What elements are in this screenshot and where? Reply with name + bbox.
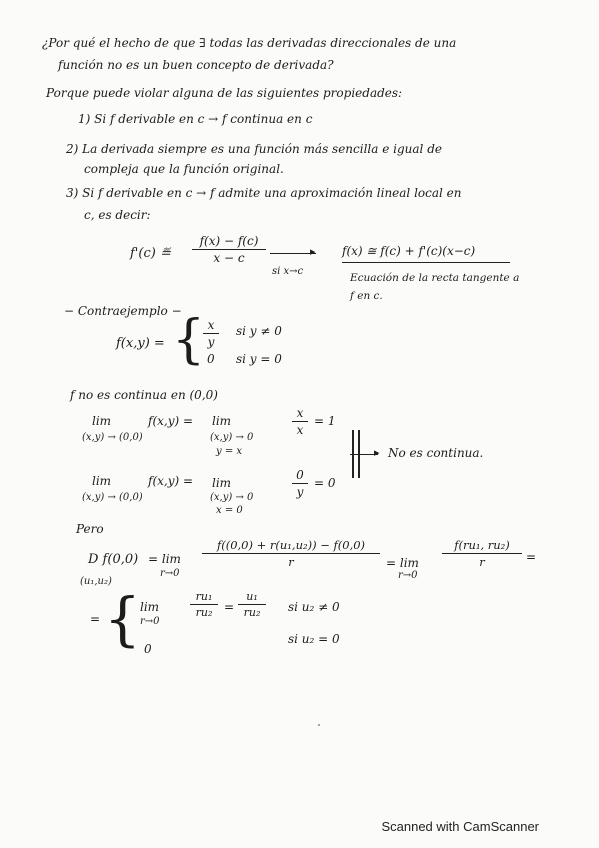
result-fraction-2-denominator: ru₂ bbox=[243, 606, 261, 619]
eq-arrow-head: ▸ bbox=[310, 245, 316, 258]
lim1-sub2b: y = x bbox=[216, 446, 243, 457]
def-brace: { bbox=[172, 310, 206, 370]
pero-label: Pero bbox=[76, 522, 104, 536]
result-eq: = bbox=[90, 612, 101, 626]
dd-lhs-sub: (u₁,u₂) bbox=[80, 576, 112, 587]
porque-line: Porque puede violar alguna de las siguientes propiedades: bbox=[46, 86, 403, 100]
dd-eq: = lim bbox=[148, 552, 181, 566]
result-lim-sub: r→0 bbox=[140, 616, 160, 627]
lim2-result: = 0 bbox=[314, 476, 336, 490]
lim1-result: = 1 bbox=[314, 414, 336, 428]
result-condition-1: si u₂ ≠ 0 bbox=[288, 600, 340, 614]
lim2-word: lim bbox=[92, 474, 112, 488]
def-case1-numerator: x bbox=[203, 318, 219, 334]
stray-mark bbox=[318, 724, 320, 726]
result-case-2: 0 bbox=[144, 642, 152, 656]
result-fraction-1 bbox=[190, 590, 218, 619]
dd-lim2-sub: r→0 bbox=[398, 570, 418, 581]
result-fraction-1-numerator: ru₁ bbox=[190, 590, 218, 605]
eq-lhs: f'(c) ≝ bbox=[130, 246, 171, 261]
dd-lhs: D f(0,0) bbox=[88, 552, 139, 567]
scanner-watermark: Scanned with CamScanner bbox=[381, 819, 539, 834]
dd-eq3: = bbox=[526, 550, 537, 564]
eq-fraction-numerator: f(x) − f(c) bbox=[192, 234, 266, 250]
result-condition-2: si u₂ = 0 bbox=[288, 632, 340, 646]
lim1-denominator: x bbox=[296, 423, 304, 437]
lim1-word2: lim bbox=[212, 414, 232, 428]
dd-fraction-denominator: r bbox=[288, 555, 294, 569]
dd-lim-sub: r→0 bbox=[160, 568, 180, 579]
def-lhs: f(x,y) = bbox=[116, 336, 165, 351]
lim2-denominator: y bbox=[296, 485, 304, 499]
def-case1-denominator: y bbox=[207, 335, 215, 349]
lim2-f: f(x,y) = bbox=[148, 474, 194, 488]
lim1-word: lim bbox=[92, 414, 112, 428]
noncontinuity-title: f no es continua en (0,0) bbox=[70, 388, 218, 402]
lim2-sub: (x,y) → (0,0) bbox=[82, 492, 143, 503]
result-fraction-2-numerator: u₁ bbox=[238, 590, 266, 605]
eq-rhs-underline bbox=[342, 262, 510, 263]
property-2-line-2: compleja que la función original. bbox=[84, 162, 284, 176]
lim2-fraction bbox=[292, 468, 308, 499]
property-3-line-1: 3) Si f derivable en c → f admite una aproximación lineal local en bbox=[66, 186, 462, 200]
eq-fraction-denominator: x − c bbox=[213, 251, 245, 265]
lim1-fraction bbox=[292, 406, 308, 437]
property-1: 1) Si f derivable en c → f continua en c bbox=[78, 112, 313, 126]
counterexample-label: − Contraejemplo − bbox=[64, 304, 182, 318]
noncontinuity-conclusion: No es continua. bbox=[388, 446, 484, 460]
dd-fraction-2-denominator: r bbox=[479, 555, 485, 569]
property-2-line-1: 2) La derivada siempre es una función más sencilla e igual de bbox=[66, 142, 442, 156]
def-case1-condition: si y ≠ 0 bbox=[236, 324, 282, 338]
lim1-sub: (x,y) → (0,0) bbox=[82, 432, 143, 443]
def-case2-condition: si y = 0 bbox=[236, 352, 282, 366]
eq-note-line-1: Ecuación de la recta tangente a bbox=[350, 272, 520, 284]
lim2-sub2a: (x,y) → 0 bbox=[210, 492, 254, 503]
lim1-sub2a: (x,y) → 0 bbox=[210, 432, 254, 443]
dd-fraction-2 bbox=[442, 538, 522, 569]
intro-line-1: ¿Por qué el hecho de que ∃ todas las derivadas direccionales de una bbox=[42, 36, 457, 50]
dd-fraction bbox=[202, 538, 380, 569]
intro-line-2: función no es un buen concepto de derivada? bbox=[58, 58, 334, 72]
dd-fraction-2-numerator: f(ru₁, ru₂) bbox=[442, 538, 522, 554]
lim1-f: f(x,y) = bbox=[148, 414, 194, 428]
result-lim: lim bbox=[140, 600, 160, 614]
lim2-word2: lim bbox=[212, 476, 232, 490]
result-mid-eq: = bbox=[224, 600, 235, 614]
property-3-line-2: c, es decir: bbox=[84, 208, 151, 222]
result-brace: { bbox=[104, 585, 141, 653]
lim2-sub2b: x = 0 bbox=[216, 505, 243, 516]
result-fraction-2 bbox=[238, 590, 266, 619]
eq-note-line-2: f en c. bbox=[350, 290, 383, 302]
result-fraction-1-denominator: ru₂ bbox=[195, 606, 213, 619]
eq-fraction bbox=[192, 234, 266, 265]
def-case1-fraction bbox=[203, 318, 219, 349]
eq-arrow-label: si x→c bbox=[272, 266, 304, 277]
dd-eq2: = lim bbox=[386, 556, 419, 570]
dd-fraction-numerator: f((0,0) + r(u₁,u₂)) − f(0,0) bbox=[202, 538, 380, 554]
lim1-numerator: x bbox=[292, 406, 308, 422]
def-case2-value: 0 bbox=[207, 352, 215, 366]
implies-arrow-head: ▸ bbox=[374, 446, 380, 459]
eq-rhs: f(x) ≅ f(c) + f'(c)(x−c) bbox=[342, 244, 476, 258]
lim2-numerator: 0 bbox=[292, 468, 308, 484]
